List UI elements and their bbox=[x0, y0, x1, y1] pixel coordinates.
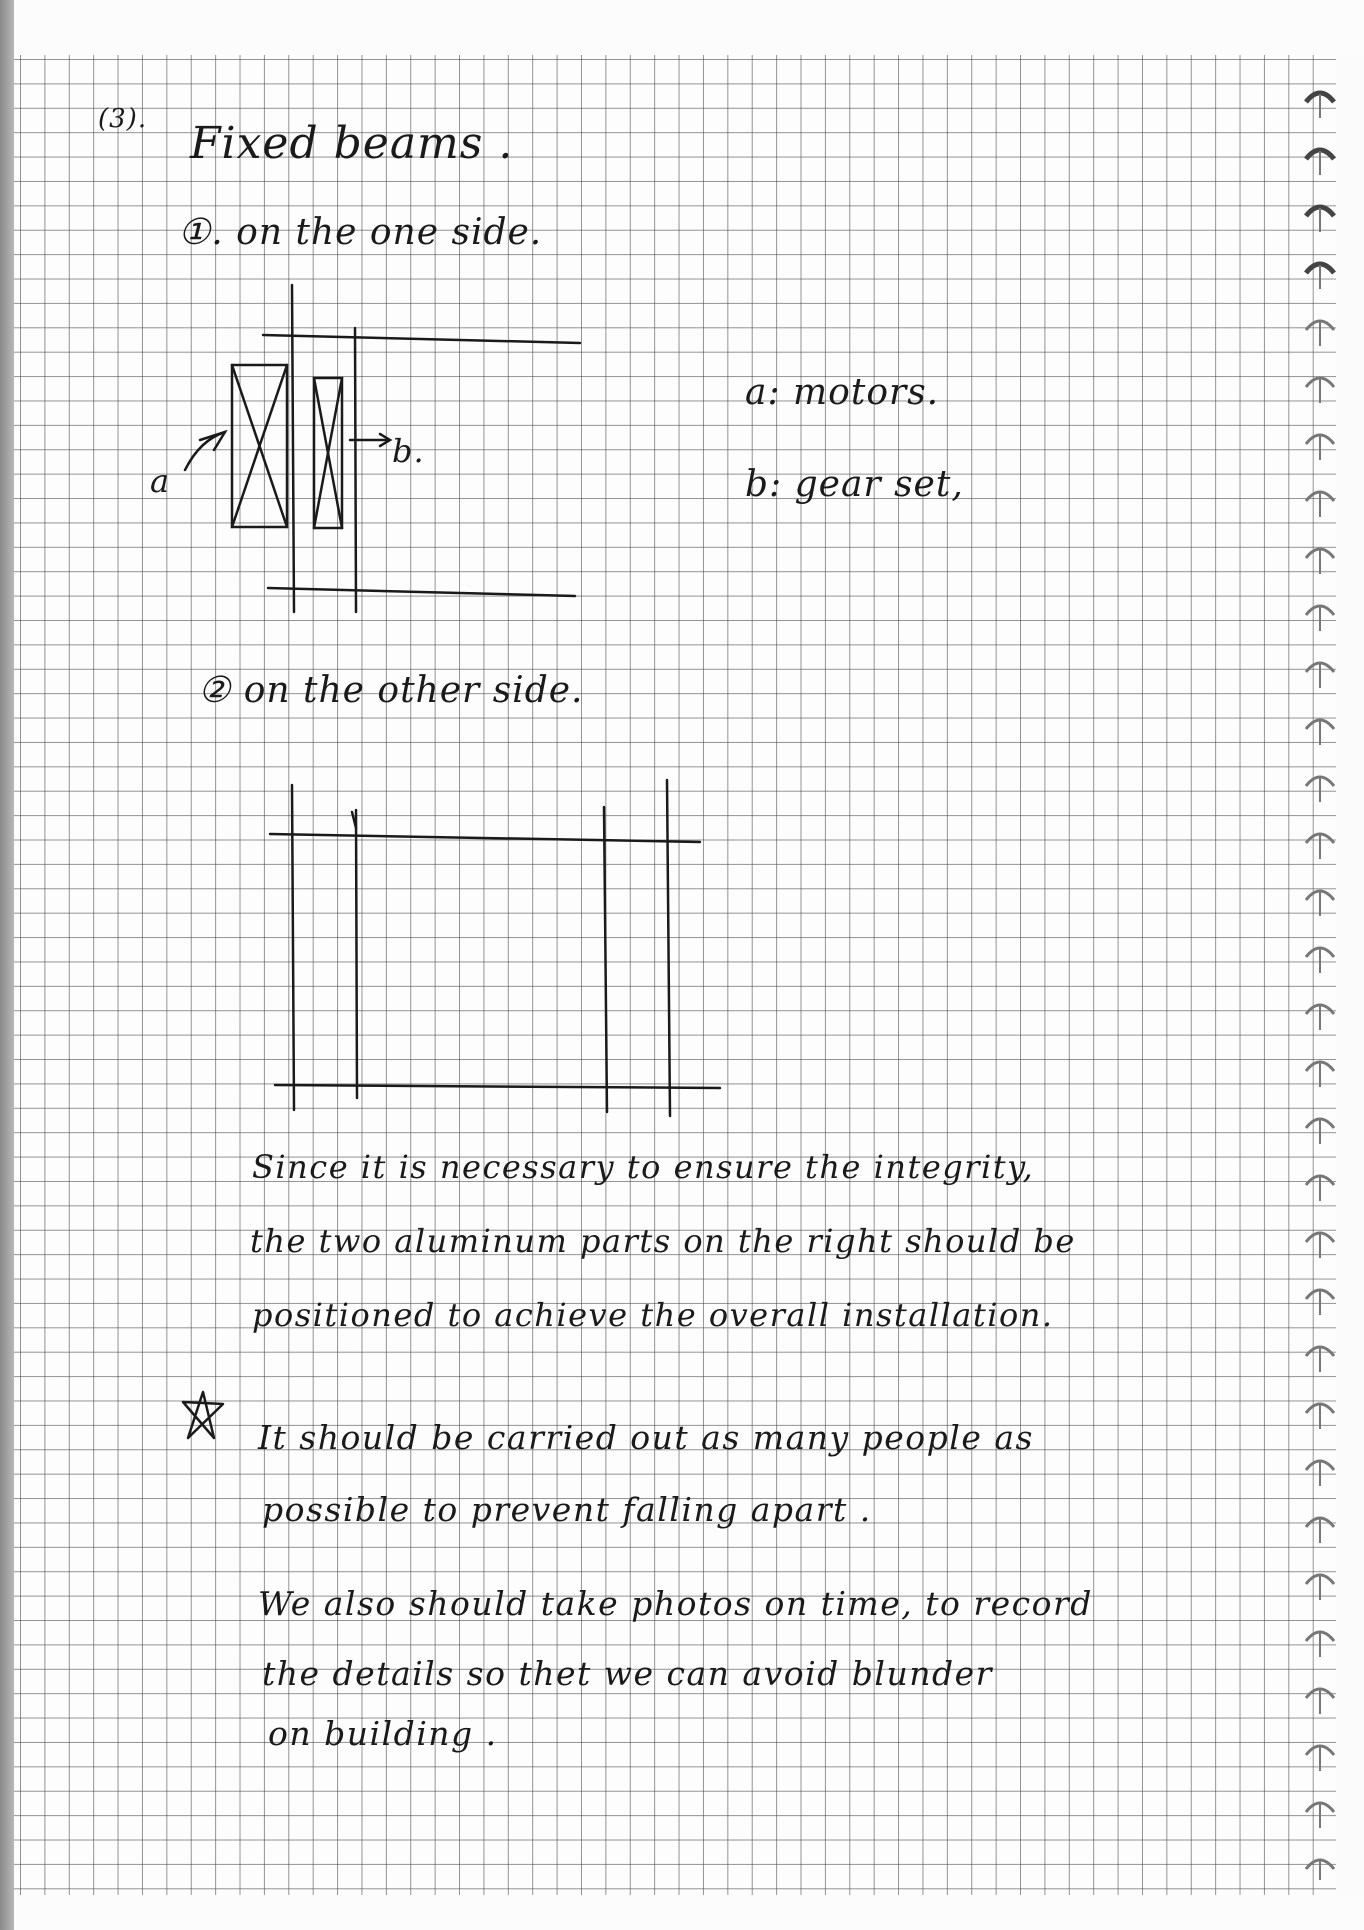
star-icon bbox=[178, 1390, 228, 1450]
legend-gear-set: b: gear set, bbox=[745, 464, 964, 505]
section2-title: ② on the other side. bbox=[198, 670, 584, 711]
note-line1: It should be carried out as many people as bbox=[258, 1418, 1034, 1457]
note-line2: possible to prevent falling apart . bbox=[262, 1490, 872, 1529]
label-b: b. bbox=[392, 432, 425, 470]
label-a: a bbox=[150, 462, 171, 500]
beam-vertical-4 bbox=[667, 780, 670, 1116]
legend-motors: a: motors. bbox=[745, 372, 940, 413]
paragraph3-line1: We also should take photos on time, to record bbox=[258, 1584, 1093, 1623]
beam-vertical-3 bbox=[604, 807, 607, 1112]
beam-vertical-2 bbox=[356, 810, 357, 1098]
paragraph1-line2: the two aluminum parts on the right should be bbox=[250, 1222, 1076, 1260]
heading-number: (3). bbox=[98, 104, 148, 134]
paragraph1-line1: Since it is necessary to ensure the integrity, bbox=[252, 1148, 1035, 1186]
paragraph1-line3: positioned to achieve the overall installation. bbox=[252, 1296, 1054, 1334]
beam-horizontal-bottom bbox=[275, 1085, 720, 1088]
heading-title: Fixed beams . bbox=[190, 118, 514, 169]
section1-title: ①. on the one side. bbox=[178, 212, 543, 253]
beam-horizontal-top bbox=[270, 834, 700, 842]
paragraph3-line3: on building . bbox=[268, 1714, 498, 1753]
paragraph3-line2: the details so thet we can avoid blunder bbox=[262, 1654, 993, 1693]
